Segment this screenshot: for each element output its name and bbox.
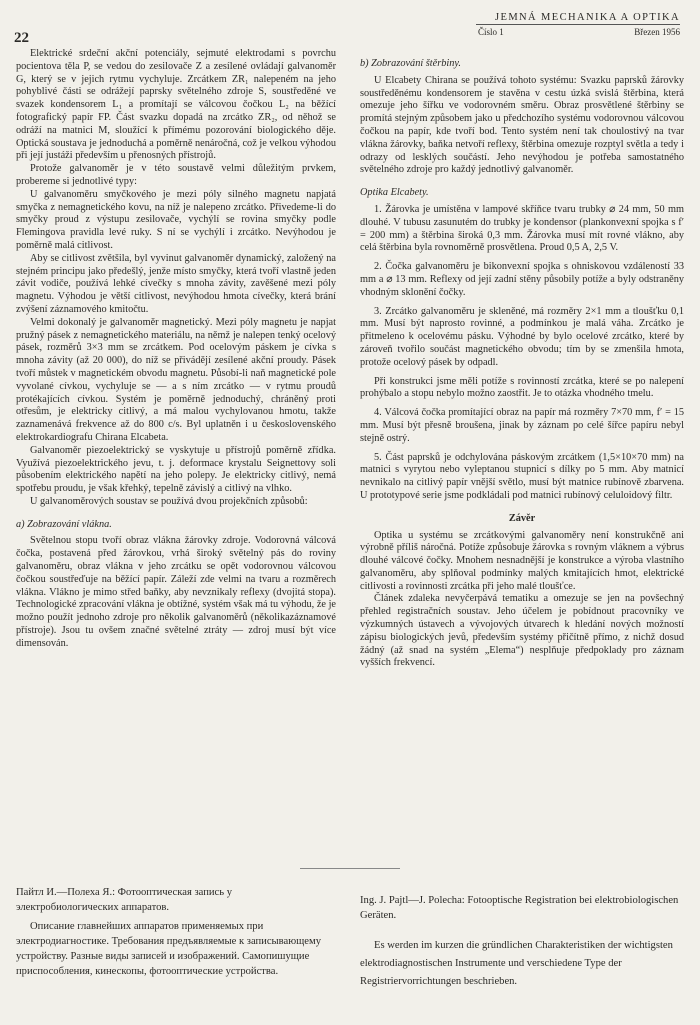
paragraph: Při konstrukci jsme měli potíže s rovinností zrcátka, které se po nalepení prohýbalo a stopu nebylo možno zaostřit. Je to otázka vhodného tmelu.: [360, 375, 684, 400]
paragraph: Aby se citlivost zvětšila, byl vyvinut galvanoměr dynamický, založený na stejném principu jako předešlý, jenže místo smyčky, která tvoří vlastně jeden závit vodiče, používá lehké cívečky s mnoha závity, zavěšené mezi póly magnetu. Výhodou je větší citlivost, nevýhodou hmota cívečky, která brání zvýšení záznamového kmitočtu.: [16, 252, 336, 315]
right-column: [360, 48, 684, 670]
section-heading: a) Zobrazování vlákna.: [16, 518, 112, 530]
paragraph: 3. Zrcátko galvanoměru je skleněné, má rozměry 2×1 mm a tloušťku 0,1 mm. Musí být naprosto rovinné, a podmínkou je malá váha. Zrcátko je přitmeleno k ocelovému pásku. Výhodné by bylo ocelové zrcátko, které by zároveň tvořilo součást magnetického obvodu; tím by se zmenšila hmota, protože ocelový pásek by odpadl.: [360, 305, 684, 368]
abstract-russian: [16, 885, 336, 979]
page-number: 22: [14, 30, 29, 46]
journal-title: JEMNÁ MECHANIKA A OPTIKA: [495, 12, 680, 23]
paragraph: Optika u systému se zrcátkovými galvanoměry není konstrukčně ani výrobně příliš náročná. Potíže způsobuje žárovka s rovným vláknem a výbrus dlouhé válcové čočky. Mnohem nesnadnější je konstrukce a výroba vlastního galvanoměru, aby splňoval podmínky malých kmitajících hmot, elektrické citlivosti a rovinnosti zrcátka při jeho malé tloušťce.: [360, 529, 684, 592]
paragraph: U galvanoměrových soustav se používá dvou projekčních způsobů:: [30, 495, 308, 507]
paragraph: 1. Žárovka je umístěna v lampové skříňce tvaru trubky ⌀ 24 mm, 50 mm dlouhé. V tubusu zasunutém do trubky je kondensor (plankonvexní spojka s f′ = 200 mm) a štěrbina široká 0,3 mm. Žárovka musí mít rovné vlákno, aby celá štěrbina byla rovnoměrně prosvětlena. Proud 0,5 A, 2,5 V.: [360, 203, 684, 254]
section-heading: Optika Elcabety.: [360, 187, 429, 199]
paragraph: U Elcabety Chirana se používá tohoto systému: Svazku paprsků žárovky soustředěnému kondensorem je stavěna v cestu úzká svislá štěrbina, která omezuje jeho šířku ve vodorovném směru. Obraz prosvětlené štěrbiny se promítá stejným způsobem jako u předchozího systému vodorovnou válcovou čočkou na papír, kde tvoří bod. Tento systém není tak choulostivý na tvar vlákna žárovky, baňka netvoří reflexy, štěrbina omezuje rozptyl světla a tedy i odrazy od lesklých součástí. Jeho nevýhodou je potřeba samostatného světelného zdroje pro každý jednotlivý galvanoměr.: [360, 74, 684, 176]
paragraph: 5. Část paprsků je odchylována páskovým zrcátkem (1,5×10×70 mm) na matnici s vyrytou nebo vyleptanou stupnicí s dílky po 5 mm. Aby matnicí nevnikalo na citlivý papír vnější světlo, musí být matnice rubínově zbarvena. U prototypové serie jsme podkládali pod matnici rubínový celuloidový filtr.: [360, 451, 684, 501]
issue-date: Březen 1956: [634, 27, 680, 37]
paragraph: U galvanoměru smyčkového je mezi póly silného magnetu napjatá smyčka z nemagnetického kovu, na níž je nalepeno zrcátko. Přivedeme-li do smyčky proud z výstupu zesilovače, vychýlí se rovina smyčky podle Flemingova pravidla levé ruky. S ní se vychýlí i zrcátko. Nevýhodou je poměrně malá citlivost.: [16, 188, 336, 251]
paragraph: Článek zdaleka nevyčerpává tematiku a omezuje se jen na povšechný přehled registračních soustav. Jeho účelem je pobídnout pracovníky ve výzkumných ústavech a vývojových útvarech k hledání nových možností zápisu biologických jevů, především systémy přičítně přímo, z nichž dosud žádný (až snad na systém „Elema“) nesplňuje předpoklady pro záznam vyšších frekvencí.: [360, 593, 684, 669]
abstract-de-lead: Ing. J. Pajtl—J. Polecha: Fotooptische Registration bei elektrobiologischen Geräten.: [360, 895, 679, 921]
paragraph: 2. Čočka galvanoměru je bikonvexní spojka s ohniskovou vzdáleností 33 mm a ⌀ 13 mm. Reflexy od její zadní stěny působily potíže a byly odstraněny vhodným sklonění čočky.: [360, 261, 684, 298]
abstract-german: [360, 893, 684, 991]
paragraph: Velmi dokonalý je galvanoměr magnetický. Mezi póly magnetu je napjat pružný pásek z nemagnetického materiálu, na němž je nalepen tenký ocelový pásek, rozměrů 3×3 mm se zrcátkem. Pod ocelovým páskem je cívka s mnoha závity (až 20 000), do níž se přivádějí zesílené akční proudy. Pásek tvoří můstek v magnetickém obvodu magnetu. Působí-li naň magnetické pole vyvolané cívkou, vychyluje se — a s ním zrcátko — v rytmu proudů protékajících cívkou. Systém je poměrně jednoduchý, chráněný proti otřesům, je elektricky citlivý, a má malou vychylovanou hmotu, takže zaznamenává frekvence až do 800 c/s. Byl uplatněn i u československého elektrokardiografu Chirana Elcabeta.: [16, 316, 336, 443]
issue-info: [478, 27, 680, 37]
separator-line: [300, 868, 400, 869]
header-rule: [476, 24, 680, 25]
paragraph: 4. Válcová čočka promítající obraz na papír má rozměry 7×70 mm, f′ = 15 mm. Musí být přesně broušena, jinak by záznam po celé šířce papíru nebyl stejně ostrý.: [360, 407, 684, 444]
abstract-ru-lead: Пайтл И.—Полеха Я.: Фотооптическая запись у электробиологических аппаратов.: [16, 887, 233, 913]
section-heading: b) Zobrazování štěrbiny.: [360, 58, 461, 69]
abstract-de-body: Es werden im kurzen die gründlichen Charakteristiken der wichtigsten elektrodiagnostischen Instrumente und verschiedene Type der Registriervorrichtungen beschrieben.: [360, 940, 673, 987]
left-column: [16, 48, 336, 651]
paragraph: Galvanoměr piezoelektrický se vyskytuje u přístrojů poměrně zřídka. Využívá piezoelektrického jevu, t. j. deformace krystalu Seignettovy soli působením elektrického napětí na jeho polepy. Je elektricky citlivý, nemá spotřebu proudu, je však křehký, tepelně závislý a citlivý na vlhko.: [16, 444, 336, 495]
section-heading: Závěr: [508, 512, 536, 524]
paragraph: Světelnou stopu tvoří obraz vlákna žárovky zdroje. Vodorovná válcová čočka, postavená před žárovkou, vrhá široký světelný pás do roviny galvanoměru, obraz vlákna v jeho zrcátku se opět vodorovnou válcovou čočkou soustřeďuje na běžící papír. Záleží zde velmi na tvaru a rozměrech vlákna. Vlákno je mimo střed baňky, aby nevznikaly reflexy (dvojitá stopa). Technologické zpracování vlákna je obtížné, systém však má tu výhodu, že je možno použít jednoho zdroje pro několik galvanoměrů (několikazáznamové přístroje). Jsou tu ovšem značné světelné ztráty — zdroj musí být více dimensován.: [16, 535, 336, 649]
abstract-ru-body: Описание главнейших аппаратов применяемых при электродиагностике. Требования предъявляемые к записывающему устройству. Разные виды записей и изображений. Самопишущие приспособления, кинескопы, фотооптические устройства.: [16, 921, 321, 977]
issue-number: Číslo 1: [478, 27, 504, 37]
paragraph: Elektrické srdeční akční potenciály, sejmuté elektrodami s povrchu pocientova těla P, se vedou do zesilovače Z a zesílené ovládají galvanoměr G, který se v jejich rytmu vychyluje. Zrcátkem ZR₁ nalepeném na jeho pohyblivé části se odrážejí paprsky světelného zdroje S, soustředěné ve svazek kondensorem L₁ a promítají se válcovou čočkou L₂ na běžící fotografický papír FP. Část svazku dopadá na zrcátko ZR₂, od něhož se odráží na matnici M, sloužící k přímému pozorování biologického děje. Optická soustava je jednoduchá a poměrně nenáročná, což je velkou výhodou při její justáži především u přenosných přístrojů.: [16, 48, 336, 162]
paragraph: Protože galvanoměr je v této soustavě velmi důležitým prvkem, probereme si jednotlivé typy:: [16, 163, 336, 187]
